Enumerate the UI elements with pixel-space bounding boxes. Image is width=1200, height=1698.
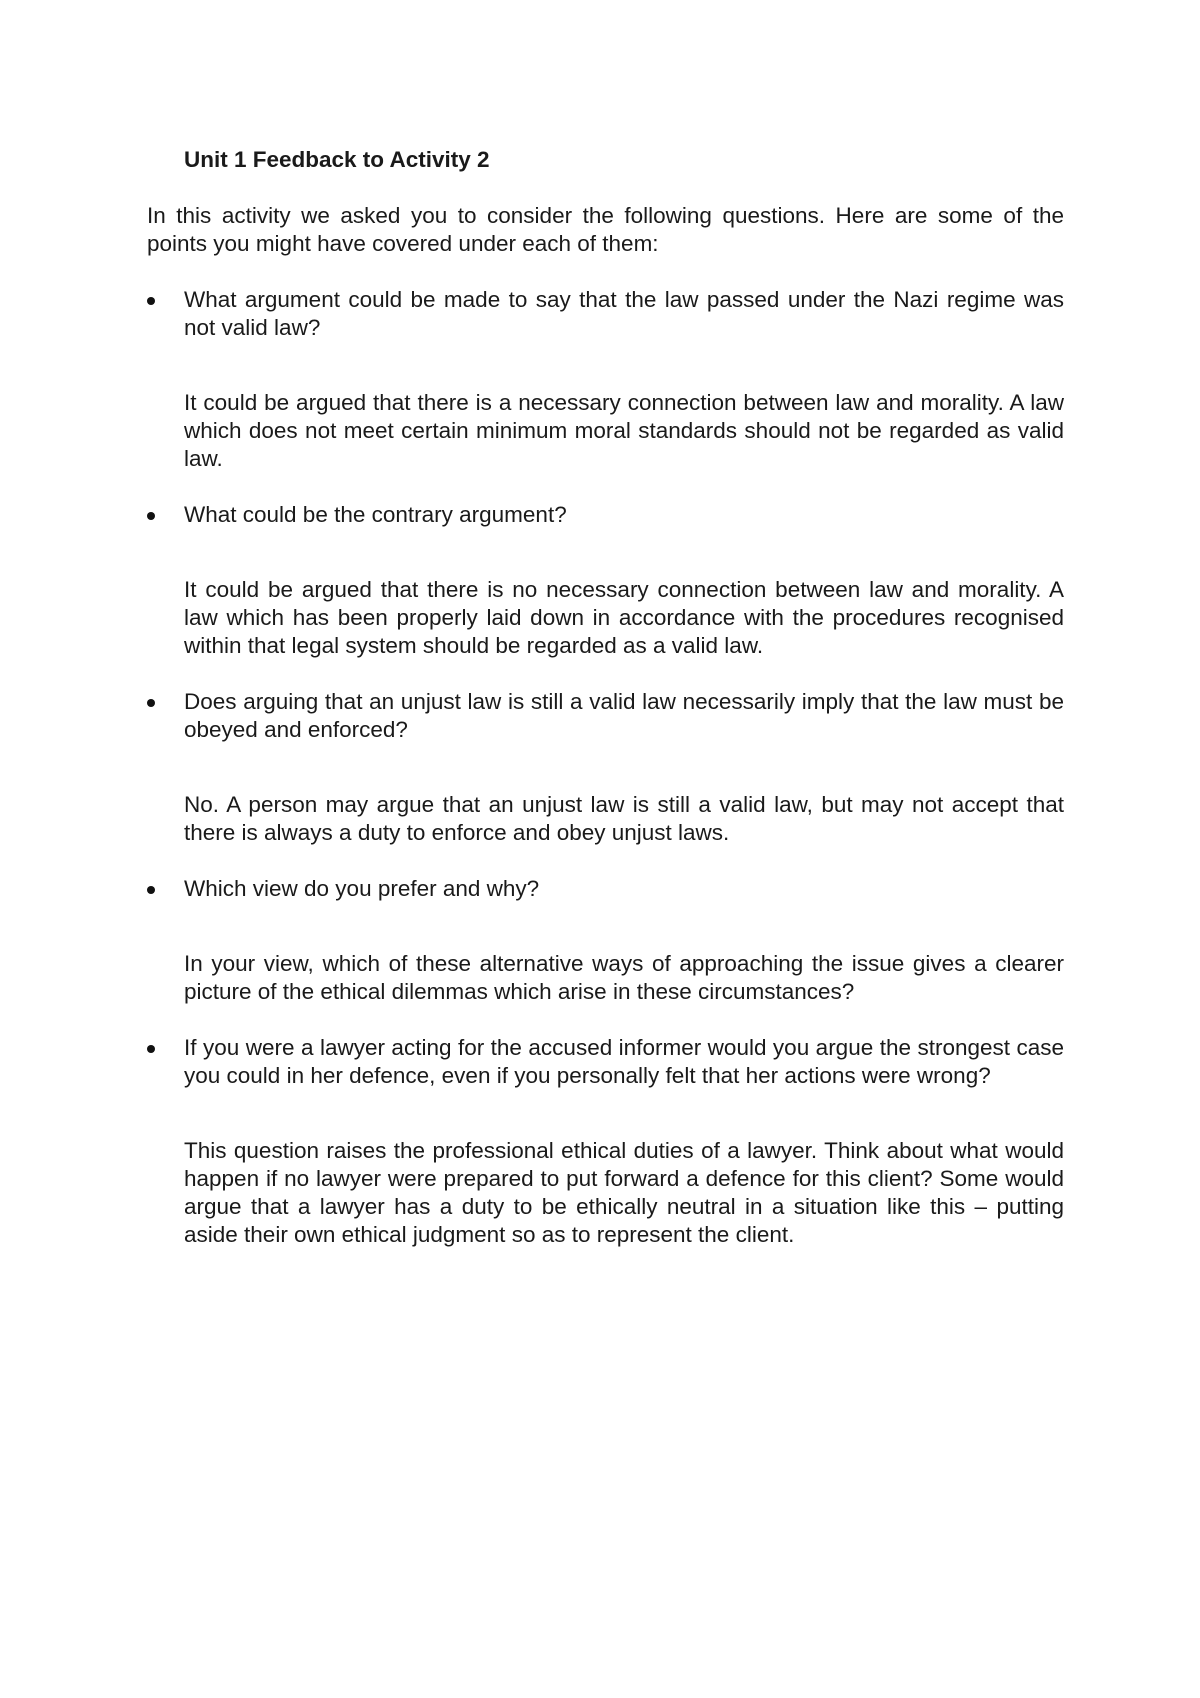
question-3 [147, 688, 1064, 744]
answer-3: No. A person may argue that an unjust law is still a valid law, but may not accept that there is always a duty to enforce and obey unjust laws. [184, 792, 1064, 845]
question-1 [147, 286, 1064, 342]
bullet-icon [147, 297, 155, 305]
answer-1: It could be argued that there is a necessary connection between law and morality. A law which does not meet certain minimum moral standards should not be regarded as valid law. [184, 390, 1064, 471]
question-4 [147, 875, 1064, 903]
question-5 [147, 1034, 1064, 1090]
question-2 [147, 501, 1064, 529]
question-1-text: What argument could be made to say that the law passed under the Nazi regime was not valid law? [184, 287, 1064, 340]
intro-paragraph: In this activity we asked you to consider the following questions. Here are some of the points you might have covered under each of them: [147, 203, 1064, 256]
bullet-icon [147, 512, 155, 520]
document-body [147, 146, 1064, 1249]
answer-2: It could be argued that there is no necessary connection between law and morality. A law which has been properly laid down in accordance with the procedures recognised within that legal system should be regarded as a valid law. [184, 577, 1064, 658]
bullet-icon [147, 699, 155, 707]
answer-4: In your view, which of these alternative ways of approaching the issue gives a clearer picture of the ethical dilemmas which arise in these circumstances? [184, 951, 1064, 1004]
question-item-1 [147, 286, 1064, 473]
document-title: Unit 1 Feedback to Activity 2 [184, 147, 490, 172]
bullet-icon [147, 886, 155, 894]
question-item-3 [147, 688, 1064, 847]
question-item-2 [147, 501, 1064, 660]
question-3-text: Does arguing that an unjust law is still a valid law necessarily imply that the law must be obeyed and enforced? [184, 689, 1064, 742]
question-5-text: If you were a lawyer acting for the accused informer would you argue the strongest case you could in her defence, even if you personally felt that her actions were wrong? [184, 1035, 1064, 1088]
question-item-4 [147, 875, 1064, 1006]
answer-5: This question raises the professional ethical duties of a lawyer. Think about what would happen if no lawyer were prepared to put forward a defence for this client? Some would argue that a lawyer has a duty to be ethically neutral in a situation like this – putting aside their own ethical judgment so as to represent the client. [184, 1138, 1064, 1247]
question-4-text: Which view do you prefer and why? [184, 876, 540, 901]
bullet-icon [147, 1045, 155, 1053]
question-item-5 [147, 1034, 1064, 1249]
question-2-text: What could be the contrary argument? [184, 502, 567, 527]
